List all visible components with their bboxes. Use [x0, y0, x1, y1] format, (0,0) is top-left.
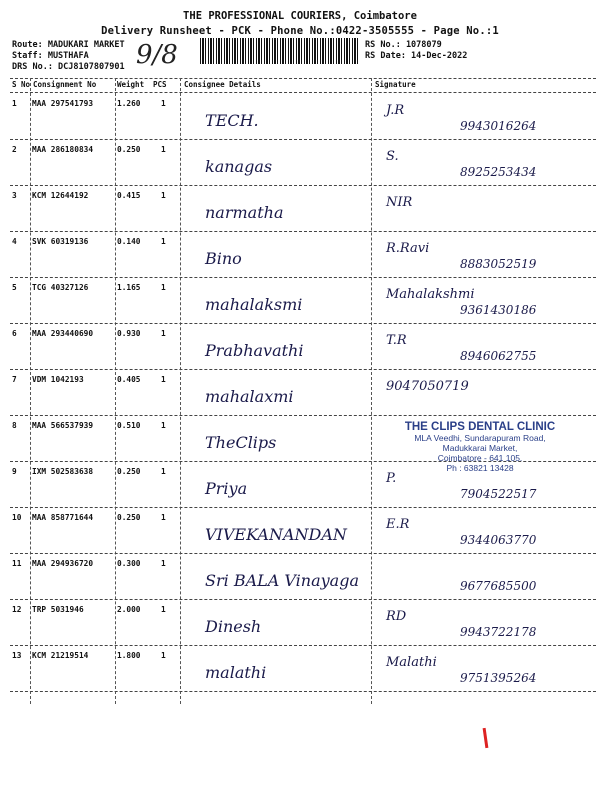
- row-weight: 0.510: [117, 421, 141, 430]
- staff: Staff: MUSTHAFA: [12, 51, 89, 61]
- row-sno: 1: [12, 99, 17, 108]
- meta-right: [365, 40, 467, 62]
- row-sno: 2: [12, 145, 17, 154]
- row-sno: 13: [12, 651, 22, 660]
- table-row: [10, 507, 596, 554]
- row-consignment-no: MAA 297541793: [32, 99, 94, 108]
- col-header-consignment: Consignment No: [33, 80, 97, 89]
- row-weight: 2.000: [117, 605, 141, 614]
- row-consignment-no: MAA 286180834: [32, 145, 94, 154]
- table-row: [10, 553, 596, 600]
- row-consignee-handwritten: TheClips: [205, 433, 277, 452]
- row-signature-handwritten: S.: [386, 149, 399, 164]
- table-row: [10, 231, 596, 278]
- row-consignment-no: KCM 12644192: [32, 191, 89, 200]
- row-weight: 0.250: [117, 513, 141, 522]
- row-consignee-handwritten: Prabhavathi: [205, 341, 304, 360]
- row-signature-handwritten: NIR: [386, 195, 413, 210]
- col-header-signature: Signature: [375, 80, 416, 89]
- row-signature-handwritten: J.R: [386, 103, 405, 118]
- row-signature-handwritten: Malathi: [386, 655, 437, 670]
- row-weight: 0.415: [117, 191, 141, 200]
- row-pcs: 1: [161, 329, 166, 338]
- col-header-pcs: PCS: [153, 80, 167, 89]
- row-sno: 9: [12, 467, 17, 476]
- table-row: [10, 277, 596, 324]
- row-phone-handwritten: 8925253434: [460, 165, 537, 179]
- col-header-weight: Weight: [117, 80, 145, 89]
- row-consignment-no: IXM 502583638: [32, 467, 94, 476]
- row-pcs: 1: [161, 283, 166, 292]
- table-row: [10, 185, 596, 232]
- row-phone-handwritten: 7904522517: [460, 487, 537, 501]
- rs-number: RS No.: 1078079: [365, 40, 442, 50]
- row-pcs: 1: [161, 421, 166, 430]
- row-consignee-handwritten: Dinesh: [205, 617, 262, 636]
- row-pcs: 1: [161, 237, 166, 246]
- row-consignee-handwritten: Priya: [205, 479, 248, 498]
- handwritten-page-number: 9/8: [136, 40, 178, 70]
- row-signature-handwritten: 9047050719: [386, 379, 469, 394]
- row-consignment-no: SVK 60319136: [32, 237, 89, 246]
- row-sno: 8: [12, 421, 17, 430]
- row-weight: 1.800: [117, 651, 141, 660]
- row-phone-handwritten: 9344063770: [460, 533, 537, 547]
- row-signature-handwritten: E.R: [386, 517, 410, 532]
- stamp-line1: MLA Veedhi, Sundarapuram Road,: [414, 433, 546, 443]
- row-sno: 3: [12, 191, 17, 200]
- row-consignee-handwritten: mahalaksmi: [205, 295, 303, 314]
- row-weight: 1.165: [117, 283, 141, 292]
- row-signature-handwritten: P.: [386, 471, 397, 486]
- row-pcs: 1: [161, 191, 166, 200]
- stamp-name: THE CLIPS DENTAL CLINIC: [404, 421, 556, 433]
- row-pcs: 1: [161, 99, 166, 108]
- row-sno: 5: [12, 283, 17, 292]
- row-pcs: 1: [161, 375, 166, 384]
- row-pcs: 1: [161, 605, 166, 614]
- stamp-line3: Coimbatore - 641 105.: [437, 453, 523, 463]
- row-consignee-handwritten: kanagas: [205, 157, 273, 176]
- row-sno: 10: [12, 513, 22, 522]
- row-consignment-no: KCM 21219514: [32, 651, 89, 660]
- row-sno: 11: [12, 559, 22, 568]
- row-pcs: 1: [161, 467, 166, 476]
- row-consignee-handwritten: TECH.: [205, 111, 259, 130]
- red-pen-mark: [483, 728, 489, 748]
- row-sno: 12: [12, 605, 22, 614]
- row-pcs: 1: [161, 651, 166, 660]
- row-signature-handwritten: T.R: [386, 333, 407, 348]
- row-consignment-no: MAA 294936720: [32, 559, 94, 568]
- row-sno: 6: [12, 329, 17, 338]
- row-sno: 7: [12, 375, 17, 384]
- barcode: [200, 38, 360, 64]
- row-consignment-no: TRP 5031946: [32, 605, 84, 614]
- drs-number: DRS No.: DCJ8107807901: [12, 62, 125, 72]
- row-phone-handwritten: 9361430186: [460, 303, 537, 317]
- table-row: [10, 645, 596, 692]
- table-row: [10, 93, 596, 140]
- row-consignee-handwritten: malathi: [205, 663, 267, 682]
- document-subtitle: Delivery Runsheet - PCK - Phone No.:0422-3505555 - Page No.:1: [101, 25, 499, 37]
- table-row: [10, 323, 596, 370]
- table-row: [10, 599, 596, 646]
- row-weight: 0.140: [117, 237, 141, 246]
- row-phone-handwritten: 9943016264: [460, 119, 537, 133]
- row-consignment-no: VDM 1042193: [32, 375, 84, 384]
- row-weight: 0.930: [117, 329, 141, 338]
- row-consignment-no: MAA 566537939: [32, 421, 94, 430]
- row-consignment-no: TCG 40327126: [32, 283, 89, 292]
- row-weight: 0.250: [117, 467, 141, 476]
- table-row: [10, 139, 596, 186]
- row-pcs: 1: [161, 513, 166, 522]
- row-phone-handwritten: 9677685500: [460, 579, 537, 593]
- row-consignee-handwritten: Bino: [205, 249, 242, 268]
- row-phone-handwritten: 9751395264: [460, 671, 537, 685]
- rs-date: RS Date: 14-Dec-2022: [365, 51, 468, 61]
- row-phone-handwritten: 8883052519: [460, 257, 537, 271]
- table-row: [10, 369, 596, 416]
- route: Route: MADUKARI MARKET: [12, 40, 125, 50]
- row-pcs: 1: [161, 145, 166, 154]
- col-header-sno: S No: [12, 80, 31, 89]
- row-phone-handwritten: 9943722178: [460, 625, 537, 639]
- row-consignment-no: MAA 293440690: [32, 329, 94, 338]
- stamp-line2: Madukkarai Market,: [442, 443, 518, 453]
- col-header-consignee: Consignee Details: [184, 80, 261, 89]
- meta-left: [12, 40, 125, 73]
- row-signature-handwritten: Mahalakshmi: [386, 287, 475, 302]
- row-weight: 1.260: [117, 99, 141, 108]
- row-signature-handwritten: R.Ravi: [386, 241, 430, 256]
- row-consignee-handwritten: narmatha: [205, 203, 284, 222]
- row-weight: 0.300: [117, 559, 141, 568]
- row-sno: 4: [12, 237, 17, 246]
- row-weight: 0.405: [117, 375, 141, 384]
- row-consignment-no: MAA 858771644: [32, 513, 94, 522]
- row-consignee-handwritten: Sri BALA Vinayaga: [205, 571, 359, 590]
- row-consignee-handwritten: VIVEKANANDAN: [205, 525, 347, 544]
- row-weight: 0.250: [117, 145, 141, 154]
- document-title: THE PROFESSIONAL COURIERS, Coimbatore: [183, 10, 417, 22]
- row-phone-handwritten: 8946062755: [460, 349, 537, 363]
- clinic-stamp: [395, 421, 565, 473]
- row-signature-handwritten: RD: [386, 609, 407, 624]
- table-top-rule: [10, 78, 596, 79]
- row-pcs: 1: [161, 559, 166, 568]
- stamp-line4: Ph : 63821 13428: [446, 463, 514, 473]
- row-consignee-handwritten: mahalaxmi: [205, 387, 294, 406]
